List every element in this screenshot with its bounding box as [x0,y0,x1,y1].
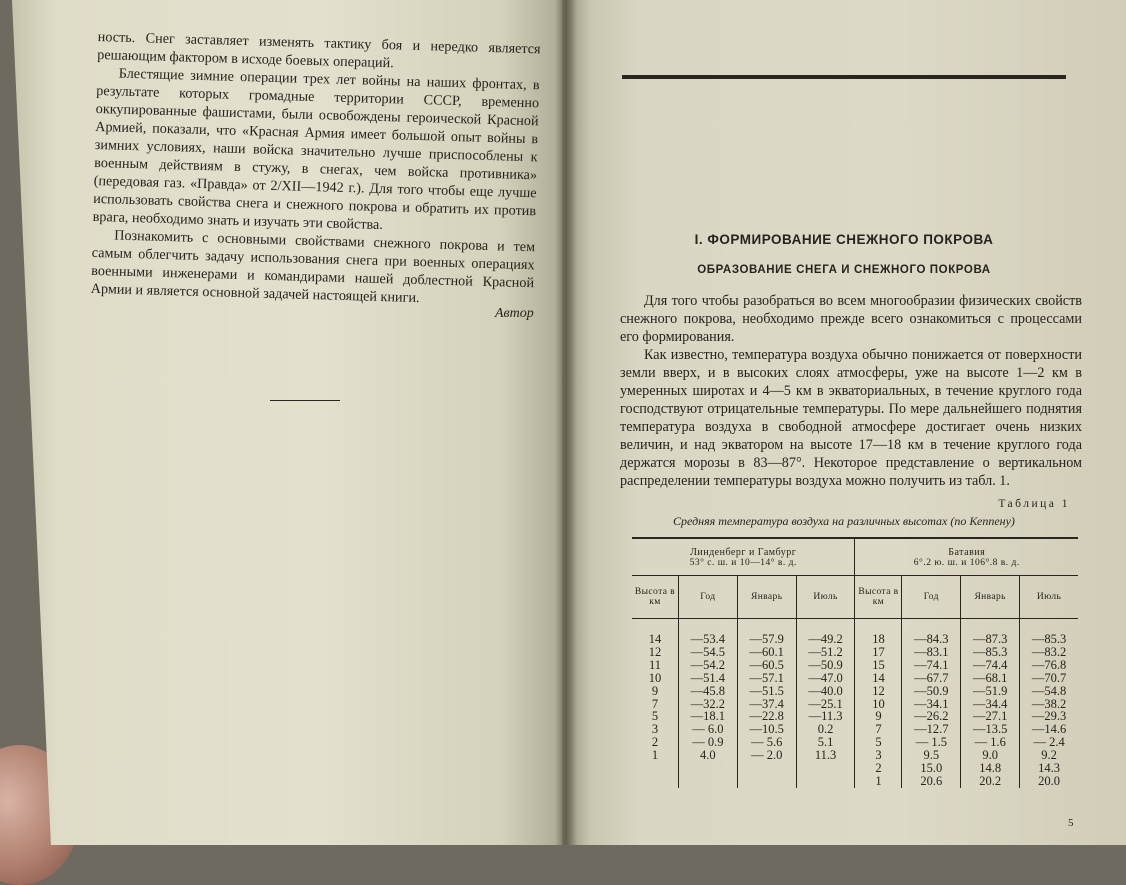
right-cell-year: —12.7 [902,723,961,736]
right-cell-july: —76.8 [1020,659,1078,672]
left-location-name: Линденберг и Гамбург [690,546,797,558]
right-cell-height: 17 [855,646,902,659]
right-cell-july: —29.3 [1020,710,1078,723]
left-cell-height: 11 [648,657,661,672]
col-year-left: Год [678,576,737,619]
left-cell-year: —45.8 [678,685,737,698]
left-cell-july: —40.0 [796,685,855,698]
table-label: Таблица 1 [998,498,1070,510]
right-cell-january: —85.3 [961,646,1020,659]
left-cell-july: 11.3 [796,749,855,762]
temperature-table [632,537,1078,788]
book-gutter [555,0,577,845]
right-cell-height: 12 [855,685,902,698]
left-cell-height: 2 [651,735,659,750]
left-cell-january: —57.1 [737,672,796,685]
left-cell-height: 9 [651,683,659,698]
right-cell-july: — 2.4 [1020,736,1078,749]
left-cell-january: —60.1 [737,646,796,659]
left-cell-january: —37.4 [737,698,796,711]
right-cell-january: 14.8 [961,762,1020,775]
left-cell-july: —47.0 [796,672,855,685]
left-cell-january [737,775,796,788]
right-cell-height: 9 [855,710,902,723]
left-cell-year: —54.2 [678,659,737,672]
right-cell-july: 20.0 [1020,775,1078,788]
right-page-text [620,292,1082,490]
right-cell-january: —87.3 [961,633,1020,646]
right-cell-january: —51.9 [961,685,1020,698]
right-cell-year: —83.1 [902,646,961,659]
left-cell-july: —25.1 [796,698,855,711]
col-july-left: Июль [796,576,855,619]
right-cell-january: 9.0 [961,749,1020,762]
left-cell-year: 4.0 [678,749,737,762]
left-page-text [90,28,540,310]
table-body [632,619,1078,788]
left-cell-year: —53.4 [678,633,737,646]
left-cell-year [678,762,737,775]
right-cell-height: 3 [855,749,902,762]
right-cell-july: 9.2 [1020,749,1078,762]
right-location-header [855,538,1078,576]
right-cell-height: 10 [855,698,902,711]
right-cell-january: —13.5 [961,723,1020,736]
right-cell-height: 18 [855,633,902,646]
left-location-header [632,538,855,576]
right-cell-july: —54.8 [1020,685,1078,698]
chapter-title: I. ФОРМИРОВАНИЕ СНЕЖНОГО ПОКРОВА [694,232,994,247]
left-cell-january: —10.5 [737,723,796,736]
left-cell-year: —51.4 [678,672,737,685]
author-signature: Автор [495,306,534,321]
left-cell-january [737,762,796,775]
left-cell-july: —50.9 [796,659,855,672]
right-location-coords: 6°.2 ю. ш. и 106°.8 в. д. [913,557,1020,568]
table-row [632,646,1078,659]
right-cell-year: —67.7 [902,672,961,685]
left-cell-january: — 2.0 [737,749,796,762]
left-cell-july [796,762,855,775]
col-year-right: Год [902,576,961,619]
table-row [632,685,1078,698]
left-paragraph-2: Блестящие зимние операции трех лет войны на наших фронтах, в результате которых громадные территории СССР, временно оккупированные фашистами, были освобождены героической Красной Армией, показали, что «Красная Армия имеет большой опыт войны в зимних условиях, наши войска значительно лучше приспособлены к военным действиям в стужу, в снегах, чем войска противника» (передовая газ. «Правда» от 2/XII—1942 г.). Для того чтобы еще лучше использовать свойства снега и снежного покрова и обратить их против врага, необходимо знать и изучать эти свойства. [92,65,540,234]
left-cell-january: —57.9 [737,633,796,646]
right-cell-height: 1 [855,775,902,788]
table-row [632,736,1078,749]
right-cell-january: —74.4 [961,659,1020,672]
right-cell-height: 15 [855,659,902,672]
left-paragraph-3: Познакомить с основными свойствами снежного покрова и тем самым облегчить задачу использования снега при военных операциях военными инженерами и командирами нашей доблестной Красной Армии и является основной задачей настоящей книги. [90,227,536,307]
left-cell-january: —22.8 [737,710,796,723]
right-cell-year: —74.1 [902,659,961,672]
left-cell-year: —54.5 [678,646,737,659]
left-cell-year [678,775,737,788]
right-cell-year: —50.9 [902,685,961,698]
right-paragraph-1: Для того чтобы разобраться во всем многообразии физических свойств снежного покрова, необходимо прежде всего ознакомиться с процессами его формирования. [620,293,1082,345]
right-cell-year: —84.3 [902,633,961,646]
right-cell-year: — 1.5 [902,736,961,749]
table-row [632,762,1078,775]
right-cell-july: —38.2 [1020,698,1078,711]
right-cell-height: 7 [855,723,902,736]
right-cell-year: 9.5 [902,749,961,762]
separator-line [270,400,340,401]
left-cell-year: —18.1 [678,710,737,723]
left-location-coords: 53° с. ш. и 10—14° в. д. [689,557,797,568]
right-cell-year: —34.1 [902,698,961,711]
left-paragraph-1: ность. Снег заставляет изменять тактику боя и нередко является решающим фактором в исходе боевых операций. [97,28,541,72]
left-cell-year: — 0.9 [678,736,737,749]
page-number: 5 [1068,817,1074,829]
left-cell-july: —51.2 [796,646,855,659]
right-cell-july: —14.6 [1020,723,1078,736]
left-cell-year: —32.2 [678,698,737,711]
table-row [632,672,1078,685]
left-cell-july: —11.3 [796,710,855,723]
left-cell-height: 12 [648,644,662,659]
col-height-right: Высота в км [855,576,902,619]
left-cell-height: 3 [651,722,659,737]
left-cell-january: — 5.6 [737,736,796,749]
table-row [632,633,1078,646]
left-cell-height: 10 [648,670,662,685]
right-cell-july: 14.3 [1020,762,1078,775]
col-july-right: Июль [1020,576,1078,619]
right-cell-height: 14 [855,672,902,685]
left-cell-year: — 6.0 [678,723,737,736]
col-january-left: Январь [737,576,796,619]
top-rule [622,75,1066,79]
left-cell-january: —60.5 [737,659,796,672]
left-cell-height: 1 [651,748,659,763]
left-cell-height: 14 [648,632,662,646]
right-cell-year: —26.2 [902,710,961,723]
table-row [632,659,1078,672]
left-cell-july: 5.1 [796,736,855,749]
left-cell-july: —49.2 [796,633,855,646]
col-january-right: Январь [961,576,1020,619]
right-cell-january: —68.1 [961,672,1020,685]
left-cell-height [632,762,678,775]
right-cell-january: — 1.6 [961,736,1020,749]
right-cell-height: 2 [855,762,902,775]
section-title: ОБРАЗОВАНИЕ СНЕГА И СНЕЖНОГО ПОКРОВА [697,264,991,276]
table-row [632,775,1078,788]
left-cell-height [632,775,678,788]
right-cell-year: 15.0 [902,762,961,775]
right-cell-height: 5 [855,736,902,749]
right-cell-july: —83.2 [1020,646,1078,659]
left-cell-january: —51.5 [737,685,796,698]
table-caption: Средняя температура воздуха на различных высотах (по Кеппену) [673,514,1015,528]
left-cell-july [796,775,855,788]
col-height-left: Высота в км [632,576,678,619]
right-cell-january: —34.4 [961,698,1020,711]
right-cell-january: —27.1 [961,710,1020,723]
left-cell-july: 0.2 [796,723,855,736]
right-location-name: Батавия [948,546,986,558]
right-cell-january: 20.2 [961,775,1020,788]
table-row [632,749,1078,762]
right-cell-july: —85.3 [1020,633,1078,646]
right-paragraph-2: Как известно, температура воздуха обычно понижается от поверхности земли вверх, и в высоких слоях атмосферы, уже на высоте 1—2 км в умеренных широтах и 4—5 км в экваториальных, в течение круглого года господствуют отрицательные температуры. По мере дальнейшего поднятия температура воздуха в свободной атмосфере достигает очень низких величин, и над экватором на высоте 17—18 км в течение круглого года держатся морозы в 83—87°. Некоторое представление о вертикальном распределении температуры воздуха можно получить из табл. 1. [620,347,1082,489]
right-cell-year: 20.6 [902,775,961,788]
left-cell-height: 5 [651,709,659,724]
left-cell-height: 7 [651,696,659,711]
right-cell-july: —70.7 [1020,672,1078,685]
